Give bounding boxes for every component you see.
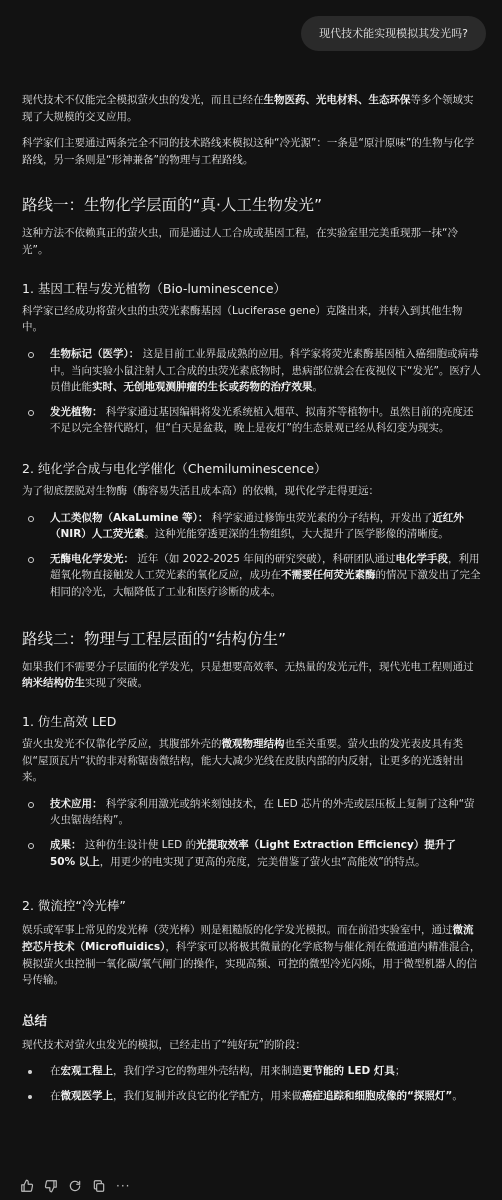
route2-section1-heading: 1. 仿生高效 LED (22, 713, 117, 729)
intro-paragraph-1: 现代技术不仅能完全模拟萤火虫的发光，而且已经在生物医药、光电材料、生态环保等多个领域实现了大规模的交叉应用。 (22, 94, 474, 123)
route1-section2-heading: 2. 纯化学合成与电化学催化（Chemiluminescence） (22, 460, 327, 476)
route2-section1-list (22, 796, 482, 870)
list-item: 无酶电化学发光： 近年（如 2022-2025 年间的研究突破），科研团队通过电化学手段，利用超氧化物直接触发人工荧光素的氧化反应，成功在不需要任何荧光素酶的情况下激发出了完全相同的冷光，大幅降低了工业和医疗诊断的成本。 (22, 551, 482, 601)
route1-section1-list (22, 346, 482, 437)
summary-list (22, 1063, 482, 1104)
list-item: 人工类似物（AkaLumine 等）： 科学家通过修饰虫荧光素的分子结构，开发出了近红外（NIR）人工荧光素。这种光能穿透更深的生物组织，大大提升了医学影像的清晰度。 (22, 510, 482, 543)
route1-section2-list (22, 510, 482, 601)
route1-section1-heading: 1. 基因工程与发光植物（Bio-luminescence） (22, 280, 287, 296)
user-message-bubble: 现代技术能实现模拟其发光吗? (301, 16, 486, 51)
route2-section2-heading: 2. 微流控“冷光棒” (22, 898, 126, 914)
route1-description: 这种方法不依赖真正的萤火虫，而是通过人工合成或基因工程，在实验室里完美重现那一抹“冷光”。 (22, 227, 458, 257)
route1-section2-description: 为了彻底摆脱对生物酶（酶容易失活且成本高）的依赖，现代化学走得更远： (22, 485, 379, 498)
route2-description: 如果我们不需要分子层面的化学发光，只是想要高效率、无热量的发光元件，现代光电工程则通过纳米结构仿生实现了突破。 (22, 660, 474, 690)
thumb-up-icon[interactable] (20, 1179, 34, 1193)
assistant-response (22, 92, 482, 1104)
route1-heading: 路线一：生物化学层面的“真·人工生物发光” (22, 196, 322, 215)
route2-section2-description: 娱乐或军事上常见的发光棒（荧光棒）则是粗糙版的化学发光模拟。而在前沿实验室中，通过微流控芯片技术（Microfluidics），科学家可以将极其微量的化学底物与催化剂在微通道内精准混合，模拟萤火虫控制一氧化碳/氧气闸门的操作，实现高频、可控的微型冷光闪烁，用于微型机器人的信号传输。 (22, 924, 481, 987)
thumb-down-icon[interactable] (44, 1179, 58, 1193)
list-item: 在微观医学上，我们复制并改良它的化学配方，用来做癌症追踪和细胞成像的“探照灯”。 (22, 1088, 482, 1105)
intro-paragraph-2: 科学家们主要通过两条完全不同的技术路线来模拟这种“冷光源”：一条是“原汁原味”的生物与化学路线，另一条则是“形神兼备”的物理与工程路线。 (22, 137, 475, 166)
route2-section1-description: 萤火虫发光不仅靠化学反应，其腹部外壳的微观物理结构也至关重要。萤火虫的发光表皮具有类似“屋顶瓦片”状的非对称锯齿微结构，能大大减少光线在皮肤内部的内反射，让更多的光透射出来。 (22, 738, 464, 784)
response-toolbar (20, 1178, 130, 1194)
list-item: 在宏观工程上，我们学习它的物理外壳结构，用来制造更节能的 LED 灯具； (22, 1063, 482, 1080)
route2-heading: 路线二：物理与工程层面的“结构仿生” (22, 629, 287, 648)
list-item: 生物标记（医学）： 这是目前工业界最成熟的应用。科学家将荧光素酶基因植入癌细胞或病毒中。当向实验小鼠注射人工合成的虫荧光素底物时，患病部位就会在夜视仪下“发光”。医疗人员借此能实时、无创地观测肿瘤的生长或药物的治疗效果。 (22, 346, 482, 396)
summary-heading: 总结 (22, 1012, 48, 1028)
copy-icon[interactable] (92, 1179, 106, 1193)
regenerate-icon[interactable] (68, 1179, 82, 1193)
summary-description: 现代技术对萤火虫发光的模拟，已经走出了“纯好玩”的阶段： (22, 1038, 306, 1051)
list-item: 发光植物： 科学家通过基因编辑将发光系统植入烟草、拟南芥等植物中。虽然目前的亮度还不足以完全替代路灯，但“白天是盆栽，晚上是夜灯”的生态景观已经从科幻变为现实。 (22, 404, 482, 437)
more-icon[interactable]: ··· (116, 1179, 131, 1193)
route1-section1-description: 科学家已经成功将萤火虫的虫荧光素酶基因（Luciferase gene）克隆出来，并转入到其他生物中。 (22, 304, 463, 334)
list-item: 技术应用： 科学家利用激光或纳米刻蚀技术，在 LED 芯片的外壳或层压板上复制了这种“萤火虫锯齿结构”。 (22, 796, 482, 829)
list-item: 成果： 这种仿生设计使 LED 的光提取效率（Light Extraction Efficiency）提升了 50% 以上，用更少的电实现了更高的亮度，完美借鉴了萤火虫“高能效”的特点。 (22, 837, 482, 870)
